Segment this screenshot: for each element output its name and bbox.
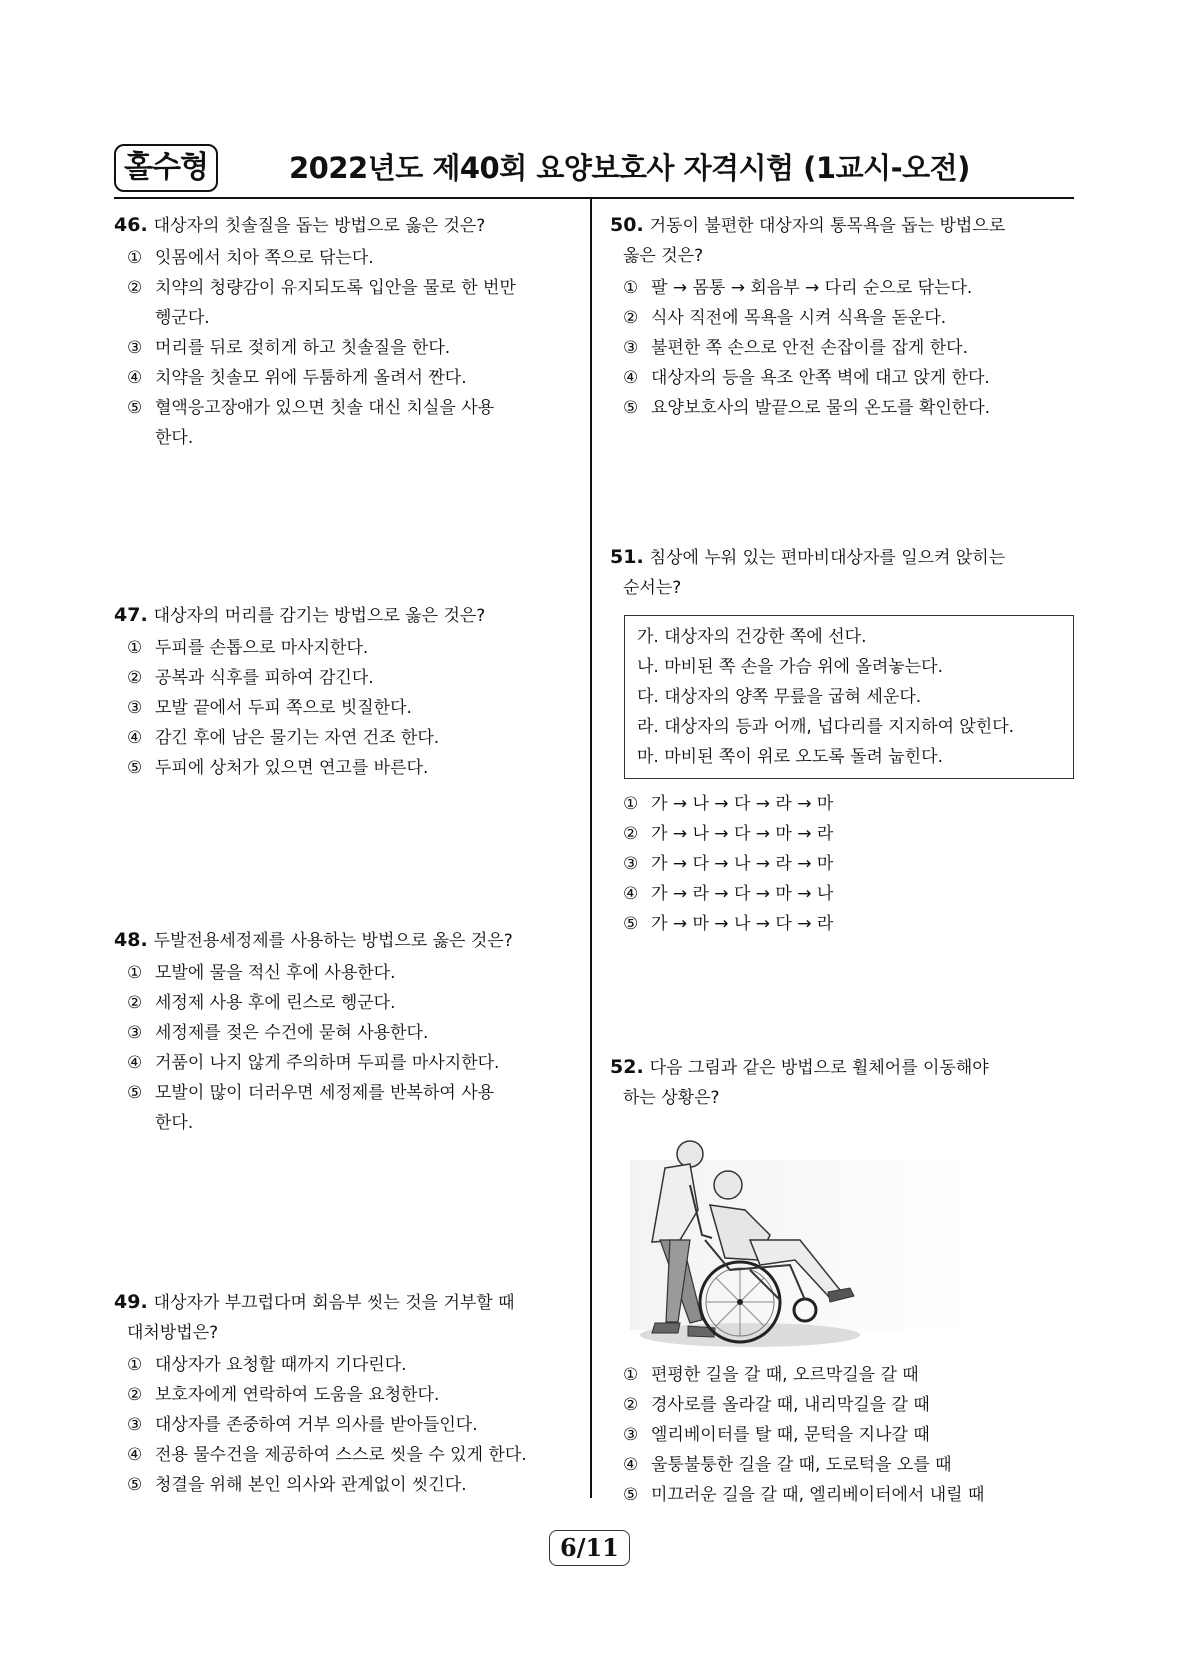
option-4[interactable] <box>114 1440 574 1470</box>
option-text: 공복과 식후를 피하여 감긴다. <box>155 668 374 688</box>
stem-text: 거동이 불편한 대상자의 통목욕을 돕는 방법으로 <box>649 216 1006 236</box>
option-text: 거품이 나지 않게 주의하며 두피를 마사지한다. <box>155 1053 500 1073</box>
option-marker: ④ <box>623 884 639 904</box>
stem-text: 다음 그림과 같은 방법으로 휠체어를 이동해야 <box>649 1058 989 1078</box>
option-text: 세정제를 젖은 수건에 묻혀 사용한다. <box>155 1023 429 1043</box>
stem-text: 대상자가 부끄럽다며 회음부 씻는 것을 거부할 때 <box>153 1293 515 1313</box>
option-marker: ③ <box>127 1415 143 1435</box>
option-marker: ② <box>127 278 143 298</box>
question-49 <box>114 1287 574 1500</box>
option-4[interactable] <box>610 879 1074 909</box>
step-list-box <box>624 615 1074 779</box>
stem-text-cont: 옳은 것은? <box>623 246 704 266</box>
question-47 <box>114 600 574 783</box>
option-text: 감긴 후에 남은 물기는 자연 건조 한다. <box>155 728 440 748</box>
options-list <box>114 1350 574 1500</box>
option-5[interactable] <box>114 1470 574 1500</box>
option-text: 치약의 청량감이 유지되도록 입안을 물로 한 번만 헹군다. <box>155 278 516 328</box>
option-marker: ① <box>127 1355 143 1375</box>
option-3[interactable] <box>114 333 574 363</box>
option-marker: ③ <box>623 338 639 358</box>
option-3[interactable] <box>114 1018 574 1048</box>
option-3[interactable] <box>114 693 574 723</box>
option-marker: ① <box>623 1365 639 1385</box>
option-marker: ① <box>623 278 639 298</box>
header-divider <box>114 197 1074 199</box>
option-text: 전용 물수건을 제공하여 스스로 씻을 수 있게 한다. <box>155 1445 527 1465</box>
question-52-options <box>610 1358 1074 1510</box>
option-text: 청결을 위해 본인 의사와 관계없이 씻긴다. <box>155 1475 467 1495</box>
options-list <box>610 789 1074 939</box>
option-text: 대상자가 요청할 때까지 기다린다. <box>155 1355 407 1375</box>
option-5[interactable] <box>114 393 574 453</box>
option-marker: ⑤ <box>127 398 143 418</box>
option-2[interactable] <box>114 1380 574 1410</box>
option-marker: ③ <box>127 338 143 358</box>
form-type-badge: 홀수형 <box>114 144 218 192</box>
column-divider <box>590 198 592 1498</box>
option-marker: ⑤ <box>623 914 639 934</box>
option-text: 경사로를 올라갈 때, 내리막길을 갈 때 <box>651 1395 930 1415</box>
option-2[interactable] <box>114 273 574 333</box>
step-ga: 가. 대상자의 건강한 쪽에 선다. <box>637 627 867 647</box>
option-marker: ③ <box>127 698 143 718</box>
option-marker: ③ <box>623 1425 639 1445</box>
option-5[interactable] <box>610 393 1074 423</box>
options-list <box>114 958 574 1138</box>
options-list <box>610 1360 1074 1510</box>
stem-text-cont: 대처방법은? <box>127 1323 219 1343</box>
option-marker: ② <box>127 993 143 1013</box>
options-list <box>114 633 574 783</box>
option-3[interactable] <box>610 849 1074 879</box>
option-text: 두피를 손톱으로 마사지한다. <box>155 638 369 658</box>
option-text: 가 → 나 → 다 → 라 → 마 <box>651 794 834 814</box>
exam-title: 2022년도 제40회 요양보호사 자격시험 (1교시-오전) <box>289 151 970 185</box>
question-51 <box>610 542 1074 939</box>
option-text: 미끄러운 길을 갈 때, 엘리베이터에서 내릴 때 <box>651 1485 985 1505</box>
option-4[interactable] <box>610 363 1074 393</box>
option-text: 울퉁불퉁한 길을 갈 때, 도로턱을 오를 때 <box>651 1455 952 1475</box>
option-marker: ② <box>127 668 143 688</box>
stem-text-cont: 순서는? <box>623 578 682 598</box>
wheelchair-illustration <box>630 1140 1030 1350</box>
question-number: 49. <box>114 1291 148 1313</box>
question-stem <box>610 1052 1074 1113</box>
option-text: 모발 끝에서 두피 쪽으로 빗질한다. <box>155 698 412 718</box>
question-number: 52. <box>610 1056 644 1078</box>
option-marker: ① <box>127 963 143 983</box>
question-46 <box>114 210 574 453</box>
option-marker: ⑤ <box>127 758 143 778</box>
options-list <box>610 273 1074 423</box>
option-text: 가 → 나 → 다 → 마 → 라 <box>651 824 834 844</box>
option-text: 가 → 다 → 나 → 라 → 마 <box>651 854 834 874</box>
option-marker: ④ <box>127 1445 143 1465</box>
question-48 <box>114 925 574 1138</box>
question-stem <box>114 600 574 631</box>
option-1[interactable] <box>114 1350 574 1380</box>
question-number: 51. <box>610 546 644 568</box>
option-marker: ① <box>127 638 143 658</box>
option-text: 모발이 많이 더러우면 세정제를 반복하여 사용 한다. <box>155 1083 495 1133</box>
stem-text-cont: 하는 상황은? <box>623 1088 720 1108</box>
stem-text: 두발전용세정제를 사용하는 방법으로 옳은 것은? <box>153 931 513 951</box>
option-2[interactable] <box>610 1390 1074 1420</box>
option-marker: ② <box>623 308 639 328</box>
option-text: 치약을 칫솔모 위에 두툼하게 올려서 짠다. <box>155 368 467 388</box>
option-2[interactable] <box>114 988 574 1018</box>
option-5[interactable] <box>114 753 574 783</box>
option-marker: ① <box>623 794 639 814</box>
option-text: 식사 직전에 목욕을 시켜 식욕을 돋운다. <box>651 308 947 328</box>
question-number: 50. <box>610 214 644 236</box>
option-text: 대상자를 존중하여 거부 의사를 받아들인다. <box>155 1415 478 1435</box>
option-marker: ② <box>127 1385 143 1405</box>
option-3[interactable] <box>610 333 1074 363</box>
option-text: 가 → 마 → 나 → 다 → 라 <box>651 914 834 934</box>
question-stem <box>114 1287 574 1348</box>
option-marker: ⑤ <box>127 1475 143 1495</box>
option-1[interactable] <box>114 633 574 663</box>
question-stem <box>610 542 1074 603</box>
option-1[interactable] <box>114 958 574 988</box>
question-stem <box>114 210 574 241</box>
option-text: 편평한 길을 갈 때, 오르막길을 갈 때 <box>651 1365 919 1385</box>
step-ma: 마. 마비된 쪽이 위로 오도록 돌려 눕힌다. <box>637 747 943 767</box>
option-marker: ② <box>623 1395 639 1415</box>
step-ra: 라. 대상자의 등과 어깨, 넙다리를 지지하여 앉힌다. <box>637 717 1015 737</box>
option-marker: ④ <box>127 728 143 748</box>
option-5[interactable] <box>114 1078 574 1138</box>
option-text: 팔 → 몸통 → 회음부 → 다리 순으로 닦는다. <box>651 278 973 298</box>
stem-text: 침상에 누워 있는 편마비대상자를 일으켜 앉히는 <box>649 548 1006 568</box>
option-1[interactable] <box>114 243 574 273</box>
stem-text: 대상자의 머리를 감기는 방법으로 옳은 것은? <box>153 606 486 626</box>
option-2[interactable] <box>114 663 574 693</box>
step-da: 다. 대상자의 양쪽 무릎을 굽혀 세운다. <box>637 687 922 707</box>
option-marker: ④ <box>623 368 639 388</box>
option-marker: ④ <box>623 1455 639 1475</box>
option-marker: ⑤ <box>127 1083 143 1103</box>
page-number: 6/11 <box>549 1530 630 1566</box>
option-text: 세정제 사용 후에 린스로 헹군다. <box>155 993 396 1013</box>
step-na: 나. 마비된 쪽 손을 가슴 위에 올려놓는다. <box>637 657 943 677</box>
option-4[interactable] <box>114 363 574 393</box>
option-marker: ② <box>623 824 639 844</box>
option-text: 잇몸에서 치아 쪽으로 닦는다. <box>155 248 374 268</box>
option-text: 모발에 물을 적신 후에 사용한다. <box>155 963 396 983</box>
stem-text: 대상자의 칫솔질을 돕는 방법으로 옳은 것은? <box>153 216 486 236</box>
question-50 <box>610 210 1074 423</box>
option-4[interactable] <box>610 1450 1074 1480</box>
option-1[interactable] <box>610 789 1074 819</box>
option-marker: ③ <box>623 854 639 874</box>
option-text: 요양보호사의 발끝으로 물의 온도를 확인한다. <box>651 398 991 418</box>
question-stem <box>610 210 1074 271</box>
option-text: 가 → 라 → 다 → 마 → 나 <box>651 884 834 904</box>
question-52 <box>610 1052 1074 1113</box>
option-text: 두피에 상처가 있으면 연고를 바른다. <box>155 758 429 778</box>
exam-header <box>114 144 1074 194</box>
option-text: 불편한 쪽 손으로 안전 손잡이를 잡게 한다. <box>651 338 969 358</box>
option-1[interactable] <box>610 273 1074 303</box>
option-4[interactable] <box>114 723 574 753</box>
question-stem <box>114 925 574 956</box>
option-1[interactable] <box>610 1360 1074 1390</box>
option-text: 대상자의 등을 욕조 안쪽 벽에 대고 앉게 한다. <box>651 368 990 388</box>
option-marker: ④ <box>127 368 143 388</box>
option-marker: ⑤ <box>623 398 639 418</box>
option-2[interactable] <box>610 303 1074 333</box>
option-text: 보호자에게 연락하여 도움을 요청한다. <box>155 1385 440 1405</box>
option-marker: ④ <box>127 1053 143 1073</box>
option-3[interactable] <box>610 1420 1074 1450</box>
option-2[interactable] <box>610 819 1074 849</box>
question-number: 46. <box>114 214 148 236</box>
option-text: 혈액응고장애가 있으면 칫솔 대신 치실을 사용 한다. <box>155 398 495 448</box>
option-marker: ③ <box>127 1023 143 1043</box>
option-3[interactable] <box>114 1410 574 1440</box>
option-marker: ① <box>127 248 143 268</box>
option-5[interactable] <box>610 909 1074 939</box>
option-marker: ⑤ <box>623 1485 639 1505</box>
option-text: 엘리베이터를 탈 때, 문턱을 지나갈 때 <box>651 1425 930 1445</box>
options-list <box>114 243 574 453</box>
option-text: 머리를 뒤로 젖히게 하고 칫솔질을 한다. <box>155 338 451 358</box>
question-number: 48. <box>114 929 148 951</box>
question-number: 47. <box>114 604 148 626</box>
option-4[interactable] <box>114 1048 574 1078</box>
option-5[interactable] <box>610 1480 1074 1510</box>
